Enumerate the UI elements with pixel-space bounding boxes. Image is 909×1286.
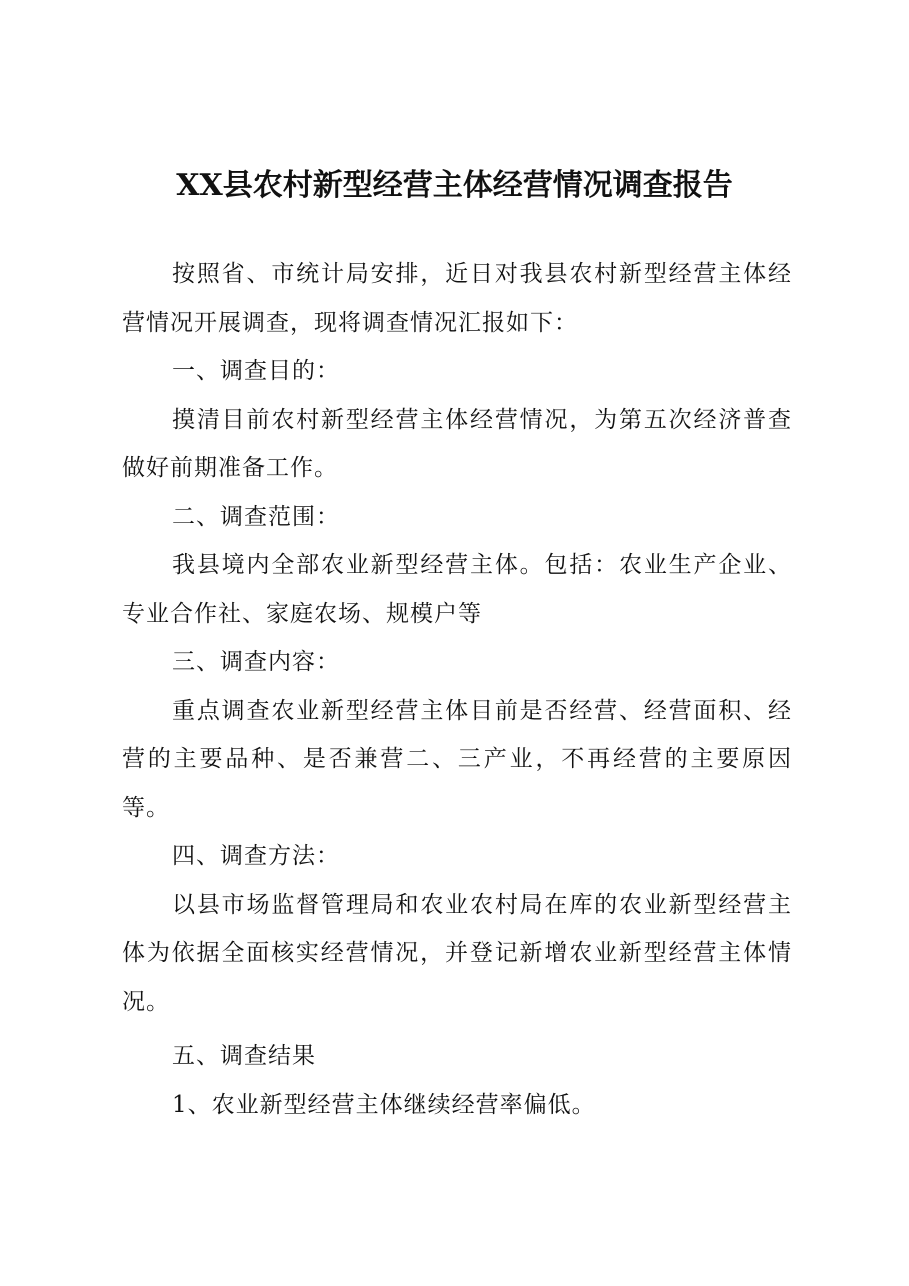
content-paragraph: 重点调查农业新型经营主体目前是否经营、经营面积、经营的主要品种、是否兼营二、三产业，不再经营的主要原因等。	[122, 697, 792, 821]
section-heading-purpose: 一、调查目的：	[172, 358, 340, 384]
section-heading-method: 四、调查方法：	[172, 843, 340, 869]
section-heading-content: 三、调查内容：	[172, 649, 340, 675]
method-paragraph: 以县市场监督管理局和农业农村局在库的农业新型经营主体为依据全面核实经营情况，并登记新增农业新型经营主体情况。	[122, 891, 792, 1015]
section-heading-results: 五、调查结果	[172, 1043, 316, 1069]
document-body	[122, 250, 792, 1129]
intro-paragraph: 按照省、市统计局安排，近日对我县农村新型经营主体经营情况开展调查，现将调查情况汇报如下：	[122, 261, 792, 336]
section-heading-scope: 二、调查范围：	[172, 503, 340, 530]
scope-paragraph: 我县境内全部农业新型经营主体。包括：农业生产企业、专业合作社、家庭农场、规模户等	[122, 552, 792, 627]
purpose-paragraph: 摸清目前农村新型经营主体经营情况，为第五次经济普查做好前期准备工作。	[122, 406, 792, 481]
result-item-1: 1、农业新型经营主体继续经营率偏低。	[172, 1091, 596, 1118]
document-title: XX县农村新型经营主体经营情况调查报告	[176, 168, 733, 203]
